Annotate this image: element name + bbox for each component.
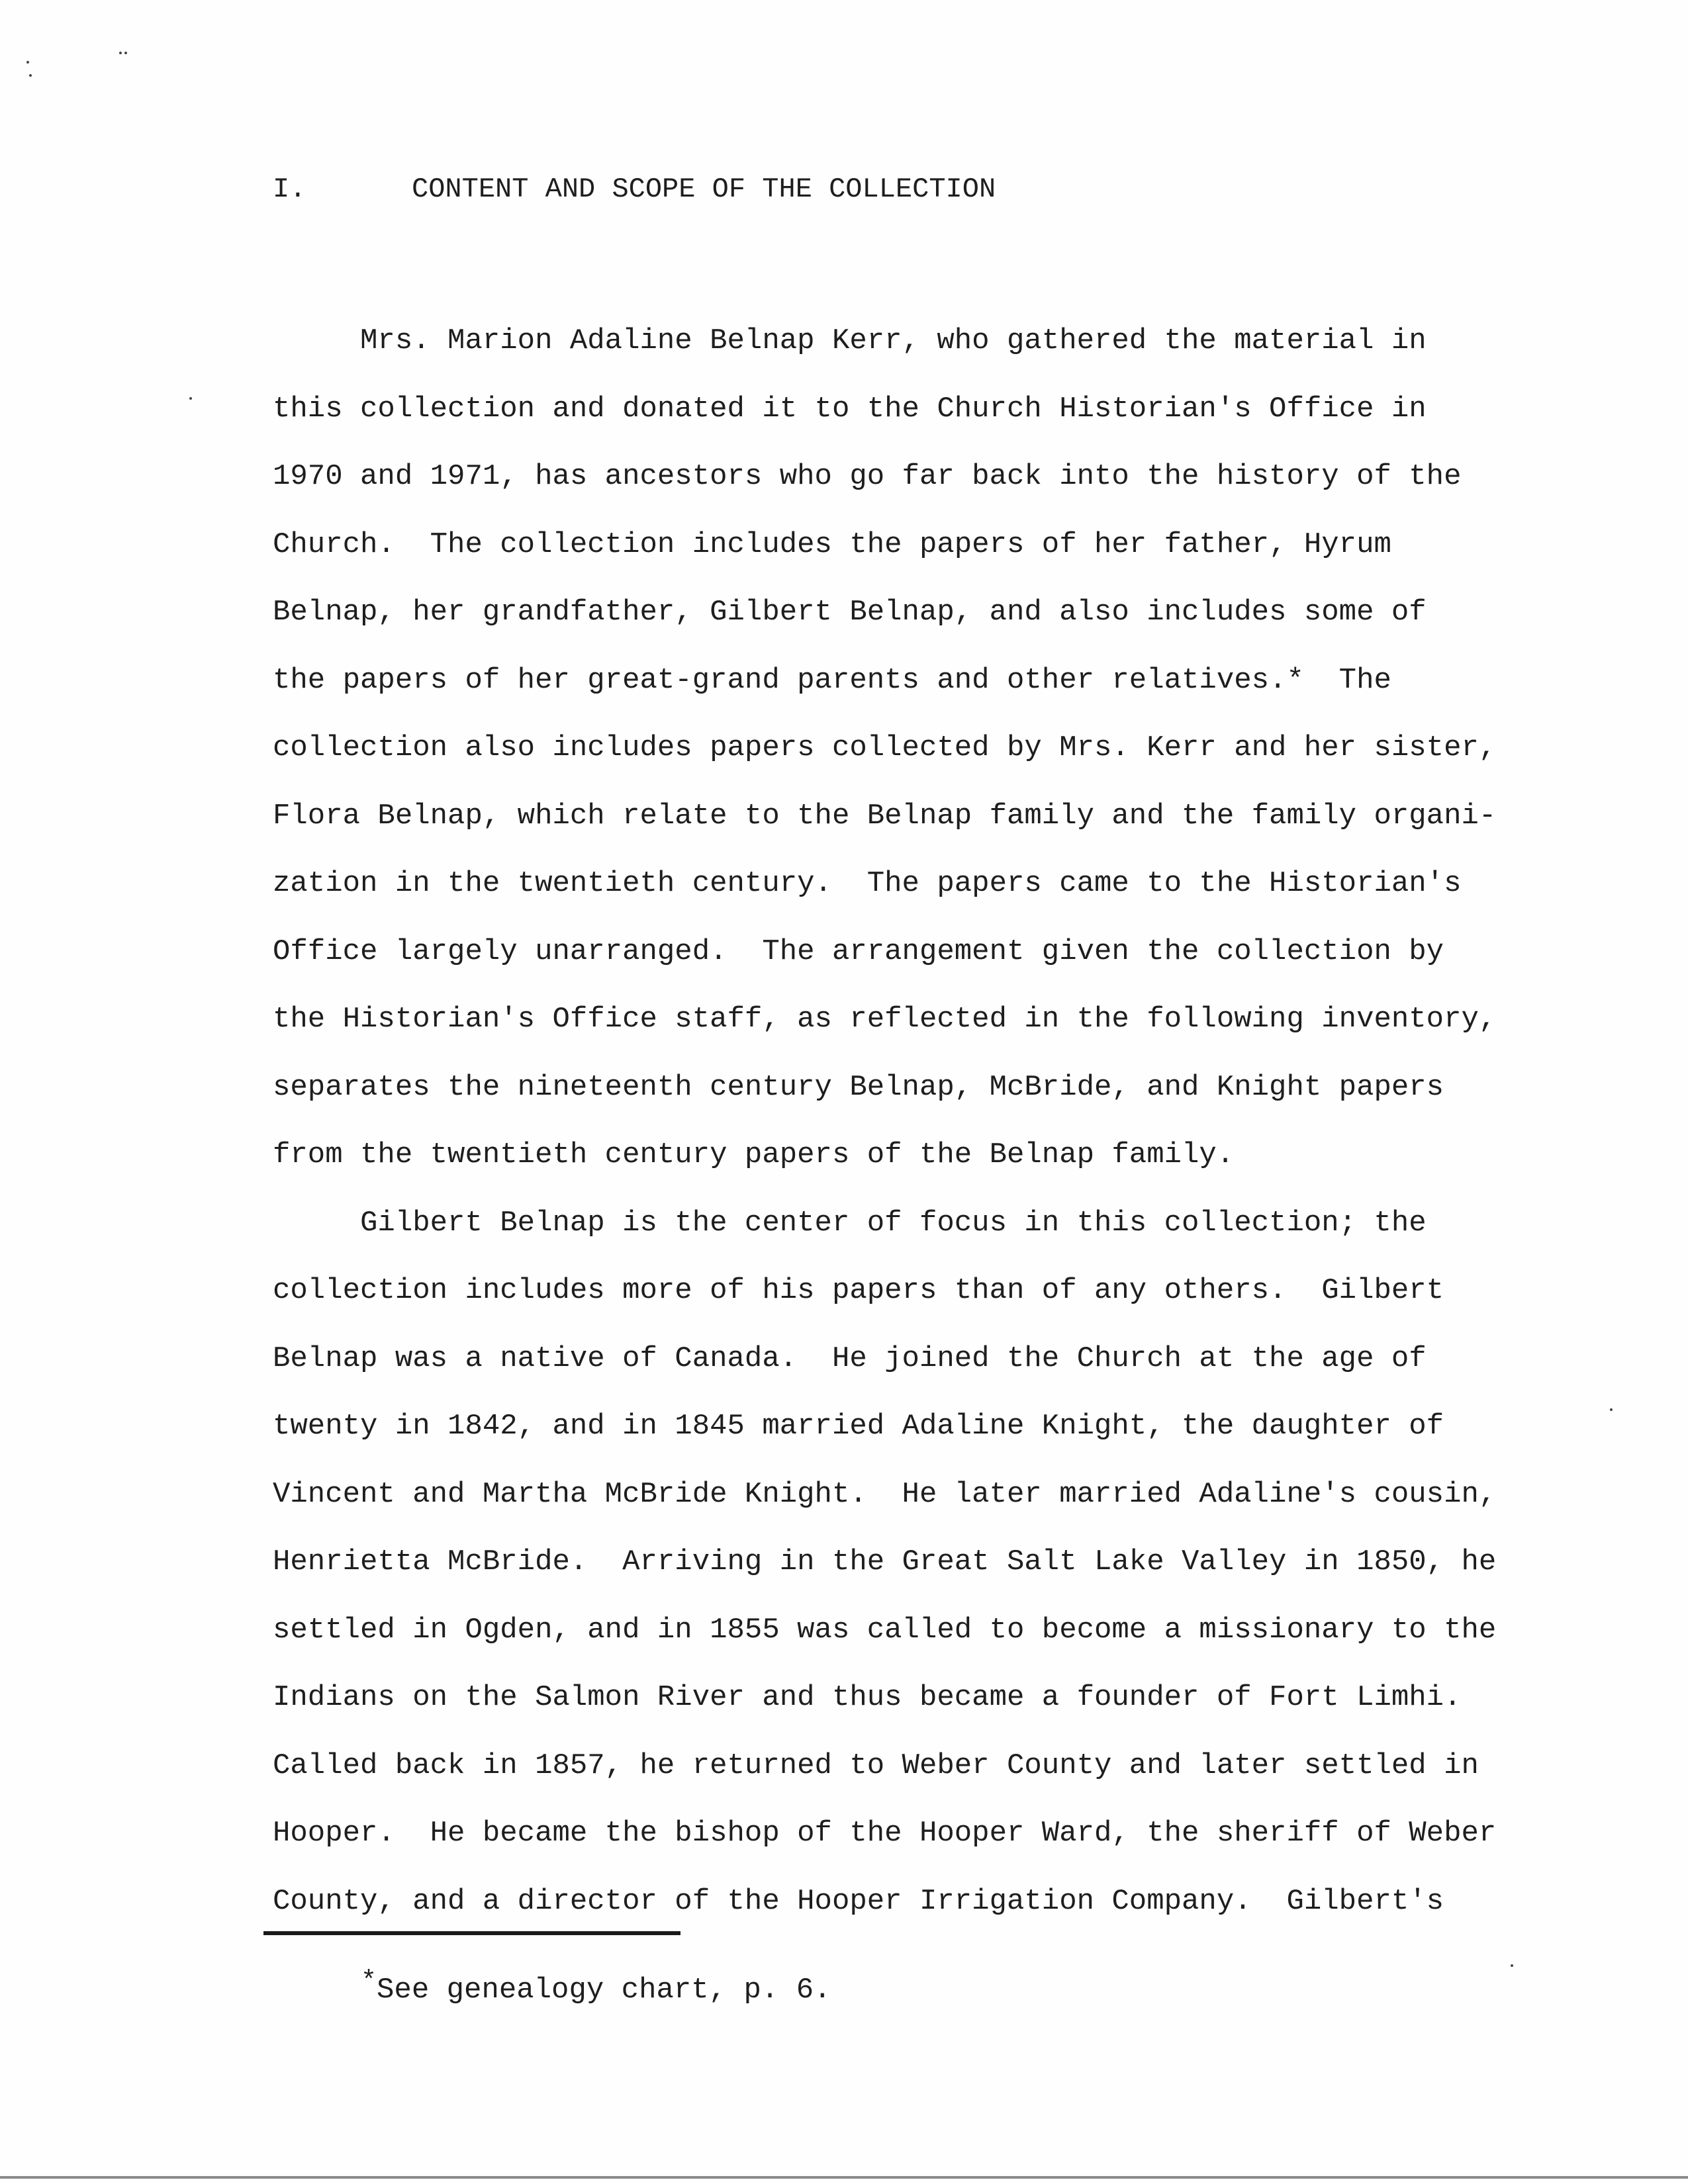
footnote-text: See genealogy chart, p. 6.	[377, 1974, 831, 2007]
text-line: zation in the twentieth century. The papers came to the Historian's	[273, 867, 1462, 900]
text-line: twenty in 1842, and in 1845 married Adaline Knight, the daughter of	[273, 1410, 1444, 1443]
text-line: County, and a director of the Hooper Irrigation Company. Gilbert's	[273, 1884, 1444, 1918]
scan-speck	[189, 397, 192, 400]
text-line: the papers of her great-grand parents and other relatives.* The	[273, 663, 1391, 697]
text-line: Hooper. He became the bishop of the Hooper Ward, the sheriff of Weber	[273, 1817, 1497, 1850]
text-line: Flora Belnap, which relate to the Belnap family and the family organi-	[273, 799, 1497, 833]
scan-speck	[1511, 1964, 1513, 1967]
footnote-mark: *	[361, 1967, 377, 1997]
text-line: Called back in 1857, he returned to Weber County and later settled in	[273, 1749, 1479, 1782]
text-line: Church. The collection includes the papers of her father, Hyrum	[273, 527, 1391, 561]
scan-speck	[119, 52, 122, 54]
text-line: collection includes more of his papers than of any others. Gilbert	[273, 1274, 1444, 1307]
text-line: settled in Ogden, and in 1855 was called to become a missionary to the	[273, 1613, 1497, 1647]
text-line: Office largely unarranged. The arrangement given the collection by	[273, 934, 1444, 968]
text-line: Gilbert Belnap is the center of focus in this collection; the	[273, 1206, 1427, 1240]
text-line: from the twentieth century papers of the Belnap family.	[273, 1138, 1235, 1171]
footnote-rule	[263, 1931, 680, 1935]
scan-speck	[26, 61, 29, 64]
text-line: Henrietta McBride. Arriving in the Great Salt Lake Valley in 1850, he	[273, 1545, 1497, 1578]
scan-speck	[124, 52, 127, 54]
text-line: Belnap, her grandfather, Gilbert Belnap, and also includes some of	[273, 596, 1427, 629]
text-line: collection also includes papers collected by Mrs. Kerr and her sister,	[273, 731, 1497, 764]
text-line: 1970 and 1971, has ancestors who go far back into the history of the	[273, 460, 1462, 493]
section-number: I.	[273, 173, 306, 205]
body-text	[273, 307, 1497, 1935]
text-line: this collection and donated it to the Church Historian's Office in	[273, 392, 1427, 426]
text-line: Mrs. Marion Adaline Belnap Kerr, who gathered the material in	[273, 324, 1427, 357]
text-line: Indians on the Salmon River and thus became a founder of Fort Limhi.	[273, 1681, 1462, 1714]
scan-speck	[1610, 1408, 1613, 1411]
text-line: the Historian's Office staff, as reflected in the following inventory,	[273, 1003, 1497, 1036]
scan-speck	[29, 74, 32, 77]
text-line: separates the nineteenth century Belnap, McBride, and Knight papers	[273, 1070, 1444, 1104]
section-heading	[273, 173, 996, 300]
footnote	[361, 1967, 831, 2007]
section-title: CONTENT AND SCOPE OF THE COLLECTION	[412, 173, 996, 205]
text-line: Belnap was a native of Canada. He joined the Church at the age of	[273, 1342, 1427, 1375]
page-edge	[0, 2176, 1688, 2179]
text-line: Vincent and Martha McBride Knight. He later married Adaline's cousin,	[273, 1477, 1497, 1511]
